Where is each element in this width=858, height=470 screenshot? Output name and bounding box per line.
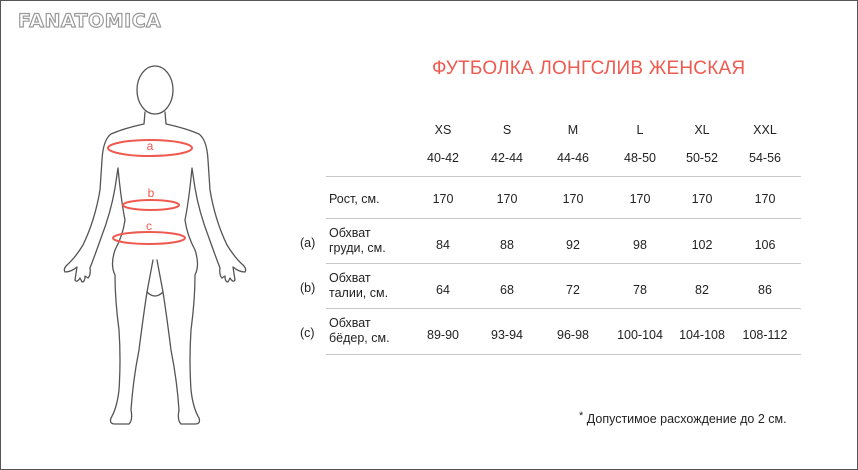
row-label-line-1: Обхват [329,226,371,240]
row-label-line-1: Обхват [329,316,371,330]
row-label [329,271,409,301]
figure-label-b: b [147,186,155,200]
size-name: L [636,123,644,137]
row-label [329,192,409,207]
row-label [329,316,409,346]
row-label-line-2: бёдер, см. [329,331,390,345]
body-figure [55,60,255,445]
table-cell: 86 [758,283,772,297]
table-cell: 96-98 [557,328,589,342]
table-cell: 98 [633,238,647,252]
size-name: S [502,123,512,137]
table-cell: 89-90 [427,328,459,342]
page-title: ФУТБОЛКА ЛОНГСЛИВ ЖЕНСКАЯ [432,58,746,79]
table-cell: 82 [695,283,709,297]
brand-logo: FANATOMICA [18,10,162,32]
row-label-line-1: Обхват [329,271,371,285]
table-divider [326,176,801,177]
body-outline-icon [55,60,255,440]
table-cell: 104-108 [679,328,725,342]
size-name: M [567,123,579,137]
table-cell: 78 [633,283,647,297]
size-range: 44-46 [557,151,589,165]
table-cell: 170 [562,192,584,206]
table-divider [326,263,801,264]
row-letter: (a) [300,236,316,250]
size-range: 42-44 [491,151,523,165]
table-cell: 170 [629,192,651,206]
table-cell: 108-112 [742,328,788,342]
table-cell: 170 [691,192,713,206]
table-cell: 68 [500,283,514,297]
row-label-line-1: Рост, см. [329,192,380,206]
row-label-line-2: талии, см. [329,286,389,300]
table-cell: 102 [691,238,713,252]
figure-label-c: c [146,219,152,233]
table-cell: 100-104 [617,328,663,342]
table-cell: 170 [496,192,518,206]
row-letter: (b) [300,281,316,295]
row-letter: (c) [300,326,315,340]
table-cell: 88 [500,238,514,252]
footnote-mark: * [579,410,584,422]
figure-label-a: a [146,139,154,153]
table-cell: 93-94 [491,328,523,342]
size-range: 48-50 [624,151,656,165]
size-range: 40-42 [427,151,459,165]
size-name: XXL [753,123,777,137]
row-label-line-2: груди, см. [329,241,386,255]
size-name: XS [434,123,452,137]
table-cell: 92 [566,238,580,252]
table-divider [326,354,801,355]
row-label [329,226,409,256]
table-cell: 72 [566,283,580,297]
table-cell: 170 [432,192,454,206]
table-cell: 106 [754,238,776,252]
table-cell: 84 [436,238,450,252]
size-range: 54-56 [749,151,781,165]
table-cell: 170 [754,192,776,206]
footnote [579,410,787,426]
table-divider [326,218,801,219]
size-name: XL [694,123,710,137]
table-divider [326,308,801,309]
size-range: 50-52 [686,151,718,165]
footnote-text: Допустимое расхождение до 2 см. [586,412,787,426]
table-cell: 64 [436,283,450,297]
